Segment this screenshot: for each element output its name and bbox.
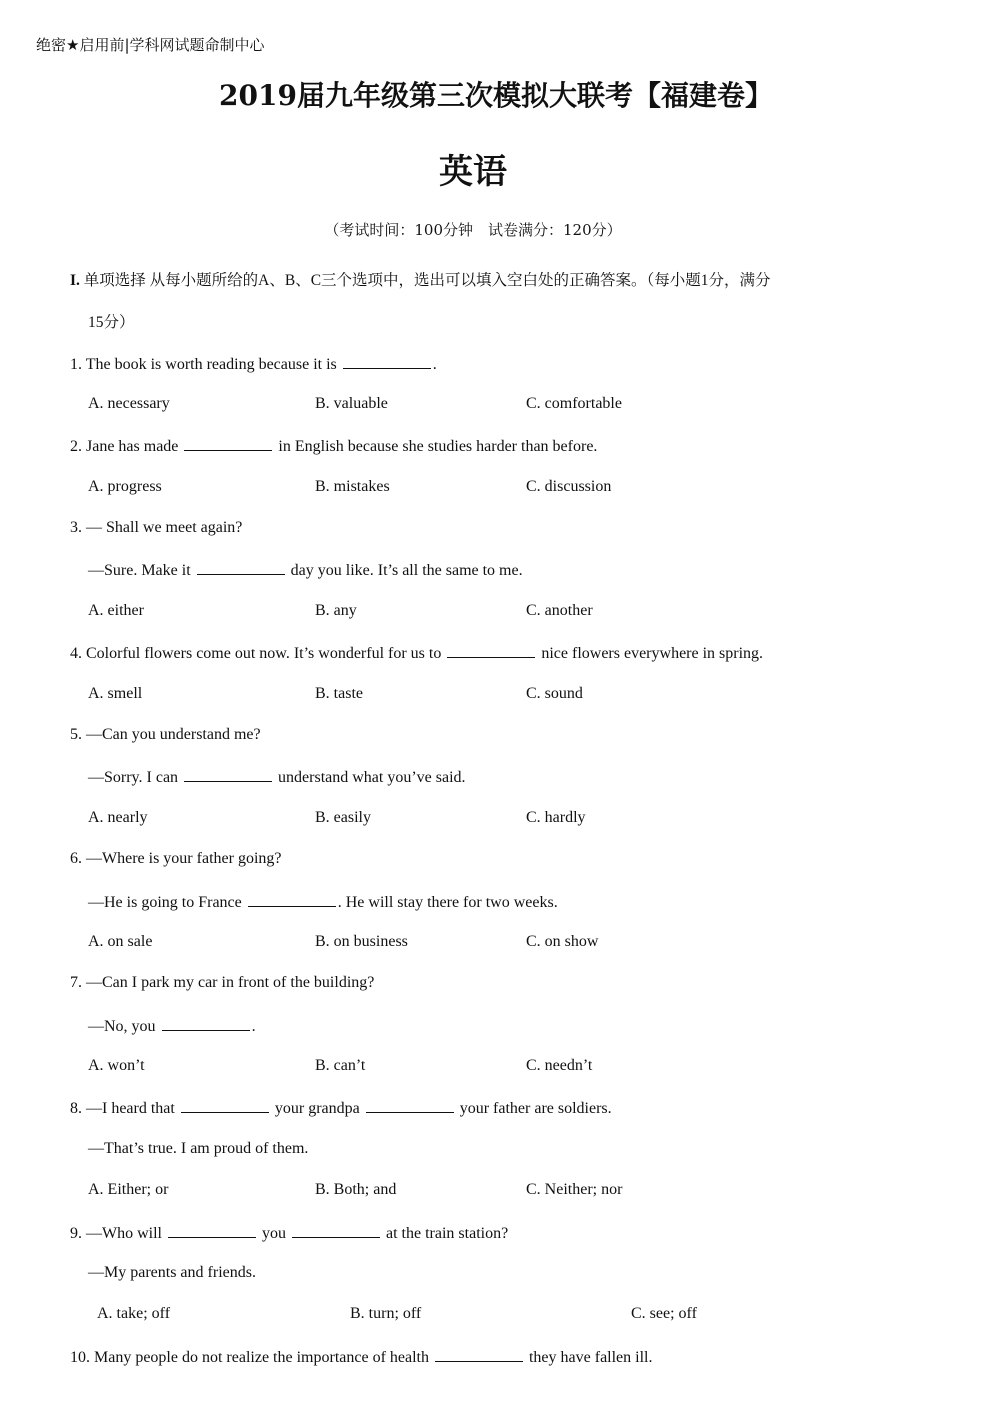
question-line xyxy=(88,560,523,580)
question-line xyxy=(70,354,437,374)
section-instruction: 单项选择 从每小题所给的A、B、C三个选项中，选出可以填入空白处的正确答案。（每小题1分，满分 xyxy=(83,272,771,289)
question-line xyxy=(70,1223,508,1243)
question-text: at the train station? xyxy=(382,1225,509,1242)
question-line xyxy=(88,1016,256,1036)
exam-info: （考试时间：100分钟 试卷满分：120分） xyxy=(324,221,622,239)
answer-blank xyxy=(181,1098,269,1113)
question-line xyxy=(70,850,281,868)
question-text: 6. —Where is your father going? xyxy=(70,850,282,867)
answer-blank xyxy=(168,1223,256,1238)
question-text: —Sorry. I can xyxy=(88,769,183,786)
answer-option: C. needn’t xyxy=(526,1057,593,1074)
answer-option: B. turn; off xyxy=(350,1305,422,1322)
question-text: 9. —Who will xyxy=(70,1225,166,1242)
answer-option: A. won’t xyxy=(88,1057,145,1074)
answer-option: A. nearly xyxy=(88,809,148,826)
question-text: understand what you’ve said. xyxy=(274,769,466,786)
question-line xyxy=(70,1098,612,1118)
question-text: —He is going to France xyxy=(88,894,246,911)
section-header xyxy=(70,260,900,344)
answer-option: B. mistakes xyxy=(315,478,390,495)
answer-option: C. Neither; nor xyxy=(526,1181,623,1198)
answer-blank xyxy=(343,354,431,369)
answer-option: A. Either; or xyxy=(88,1181,169,1198)
subject-title: 英语 xyxy=(439,152,507,192)
answer-option: B. on business xyxy=(315,933,408,950)
answer-option: C. discussion xyxy=(526,478,612,495)
question-text: —That’s true. I am proud of them. xyxy=(88,1140,309,1157)
answer-option: C. comfortable xyxy=(526,395,622,412)
question-line xyxy=(70,643,763,663)
answer-option: B. taste xyxy=(315,685,363,702)
answer-blank xyxy=(248,892,336,907)
question-line xyxy=(88,1264,256,1282)
answer-option: B. any xyxy=(315,602,357,619)
confidential-mark: 绝密★启用前|学科网试题命制中心 xyxy=(36,36,265,54)
answer-option: C. hardly xyxy=(526,809,586,826)
question-text: 7. —Can I park my car in front of the building? xyxy=(70,974,375,991)
question-text: . xyxy=(251,1018,256,1035)
question-text: —My parents and friends. xyxy=(88,1264,256,1281)
question-text: 8. —I heard that xyxy=(70,1100,179,1117)
exam-title: 2019届九年级第三次模拟大联考【福建卷】 xyxy=(219,79,773,112)
question-text: day you like. It’s all the same to me. xyxy=(286,562,523,579)
question-text: 10. Many people do not realize the importance of health xyxy=(70,1349,433,1366)
answer-option: B. easily xyxy=(315,809,371,826)
question-line xyxy=(88,1140,308,1158)
question-line xyxy=(70,726,261,744)
answer-option: C. sound xyxy=(526,685,583,702)
answer-option: A. either xyxy=(88,602,144,619)
answer-blank xyxy=(292,1223,380,1238)
question-text: 4. Colorful flowers come out now. It’s wonderful for us to xyxy=(70,645,446,662)
question-text: you xyxy=(262,1225,290,1242)
answer-blank xyxy=(184,436,272,451)
answer-blank xyxy=(162,1016,250,1031)
answer-blank xyxy=(184,767,272,782)
question-line xyxy=(70,1347,653,1367)
question-text: 5. —Can you understand me? xyxy=(70,726,261,743)
question-text: . He will stay there for two weeks. xyxy=(337,894,558,911)
section-instruction-score: 15分） xyxy=(88,314,135,331)
question-line xyxy=(70,436,597,456)
question-text: they have fallen ill. xyxy=(524,1349,653,1366)
question-text: 2. Jane has made xyxy=(70,438,183,455)
question-text: 3. — Shall we meet again? xyxy=(70,519,243,536)
question-text: in English because she studies harder than before. xyxy=(274,438,598,455)
section-number: I. xyxy=(70,272,80,289)
question-line xyxy=(70,974,374,992)
question-text: nice flowers everywhere in spring. xyxy=(537,645,764,662)
answer-option: A. take; off xyxy=(97,1305,171,1322)
answer-option: A. smell xyxy=(88,685,143,702)
answer-option: B. can’t xyxy=(315,1057,366,1074)
answer-option: C. see; off xyxy=(631,1305,697,1322)
answer-option: A. progress xyxy=(88,478,162,495)
answer-option: C. on show xyxy=(526,933,599,950)
answer-option: C. another xyxy=(526,602,593,619)
question-line xyxy=(88,892,558,912)
answer-blank xyxy=(447,643,535,658)
question-line xyxy=(88,767,466,787)
answer-blank xyxy=(366,1098,454,1113)
question-text: . xyxy=(432,356,437,373)
question-text: your father are soldiers. xyxy=(455,1100,612,1117)
answer-option: A. necessary xyxy=(88,395,170,412)
answer-option: A. on sale xyxy=(88,933,153,950)
question-text: —No, you xyxy=(88,1018,160,1035)
question-line xyxy=(70,519,242,537)
answer-blank xyxy=(197,560,285,575)
question-text: —Sure. Make it xyxy=(88,562,195,579)
question-text: your grandpa xyxy=(274,1100,364,1117)
question-text: 1. The book is worth reading because it is xyxy=(70,356,341,373)
answer-option: B. Both; and xyxy=(315,1181,397,1198)
answer-blank xyxy=(435,1347,523,1362)
answer-option: B. valuable xyxy=(315,395,388,412)
